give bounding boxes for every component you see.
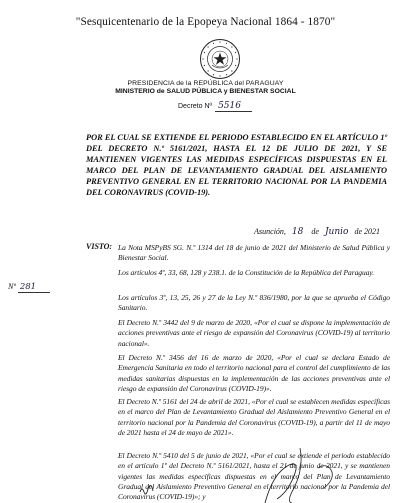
visto-paragraph: El Decreto N.º 3442 del 9 de marzo de 2020, «Por el cual se dispone la implementación de acciones preventivas ante el riesgo de expansión del Coronavirus (COVID-19) al territorio nacional». (118, 318, 390, 348)
decree-label: Decreto Nº (178, 103, 213, 110)
ministry-line: MINISTERIO de SALUD PÚBLICA y BIENESTAR SOCIAL (115, 88, 296, 95)
header-motto: "Sesquicentenario de la Epopeya Nacional 1864 - 1870" (75, 16, 336, 28)
dateline (0, 227, 380, 237)
margin-note-label: Nº (8, 282, 16, 291)
visto-paragraph: La Nota MSPyBS SG. N.º 1314 del 18 de junio de 2021 del Ministerio de Salud Pública y Bienestar Social. (118, 243, 390, 263)
visto-paragraph: Los artículos 3º, 13, 25, 26 y 27 de la Ley N.º 836/1980, por la que se aprueba el Código Sanitario. (118, 293, 390, 313)
visto-paragraph: El Decreto N.º 3456 del 16 de marzo de 2020, «Por el cual se declara Estado de Emergencia Sanitaria en todo el territorio nacional para el control del cumplimiento de las medidas sanitarias dispuestas en la implementación de las acciones preventivas ante el riesgo de expansión del Coronavirus (COVID-19)». (118, 353, 390, 393)
dateline-year: de 2021 (354, 227, 380, 236)
decree-number: 5516 (215, 101, 252, 112)
margin-note-number: 281 (18, 282, 50, 293)
dateline-month: Junio (324, 227, 349, 237)
visto-paragraph: Los artículos 4º, 33, 68, 128 y 238.1. de la Constitución de la República del Paraguay. (118, 268, 375, 277)
national-seal-icon (199, 38, 241, 80)
dateline-day: 18 (291, 227, 304, 237)
margin-note (8, 282, 50, 293)
visto-paragraph: El Decreto N.º 5161 del 24 de abril de 2021, «Por el cual se establecen medidas específicas en el marco del Plan de Levantamiento Gradual del Aislamiento Preventivo General en el territorio nacional por la Pandemia del Coronavirus (COVID-19), a partir del 11 de mayo de 2021 hasta el 24 de mayo de 2021». (118, 397, 390, 437)
dateline-city: Asunción, (254, 227, 286, 236)
presidency-line: PRESIDENCIA de la REPÚBLICA del PARAGUAY (127, 80, 284, 87)
visto-paragraph: El Decreto N.º 5410 del 5 de junio de 2021, «Por el cual se extiende el periodo establecido en el artículo 1º del Decreto N.º 5161/2021, hasta el 21 de junio de 2021, y se mantienen vigentes las medidas específicas dispuestas en el marco del Plan de Levantamiento Gradual del Aislamiento Preventivo General en el territorio nacional por la Pandemia del Coronavirus (COVID-19)»; y (118, 451, 390, 502)
dateline-de: de (311, 227, 319, 236)
decree-number-line (178, 101, 252, 112)
decree-heading: POR EL CUAL SE EXTIENDE EL PERIODO ESTABLECIDO EN EL ARTÍCULO 1º DEL DECRETO N.º 5161/2021, HASTA EL 12 DE JULIO DE 2021, Y SE MANTIENEN VIGENTES LAS MEDIDAS ESPECÍFICAS DISPUESTAS EN EL MARCO DEL PLAN DE LEVANTAMIENTO GRADUAL DEL AISLAMIENTO PREVENTIVO GENERAL EN EL TERRITORIO NACIONAL POR LA PANDEMIA DEL CORONAVIRUS (COVID-19). (86, 133, 387, 198)
visto-label: VISTO: (86, 242, 113, 251)
